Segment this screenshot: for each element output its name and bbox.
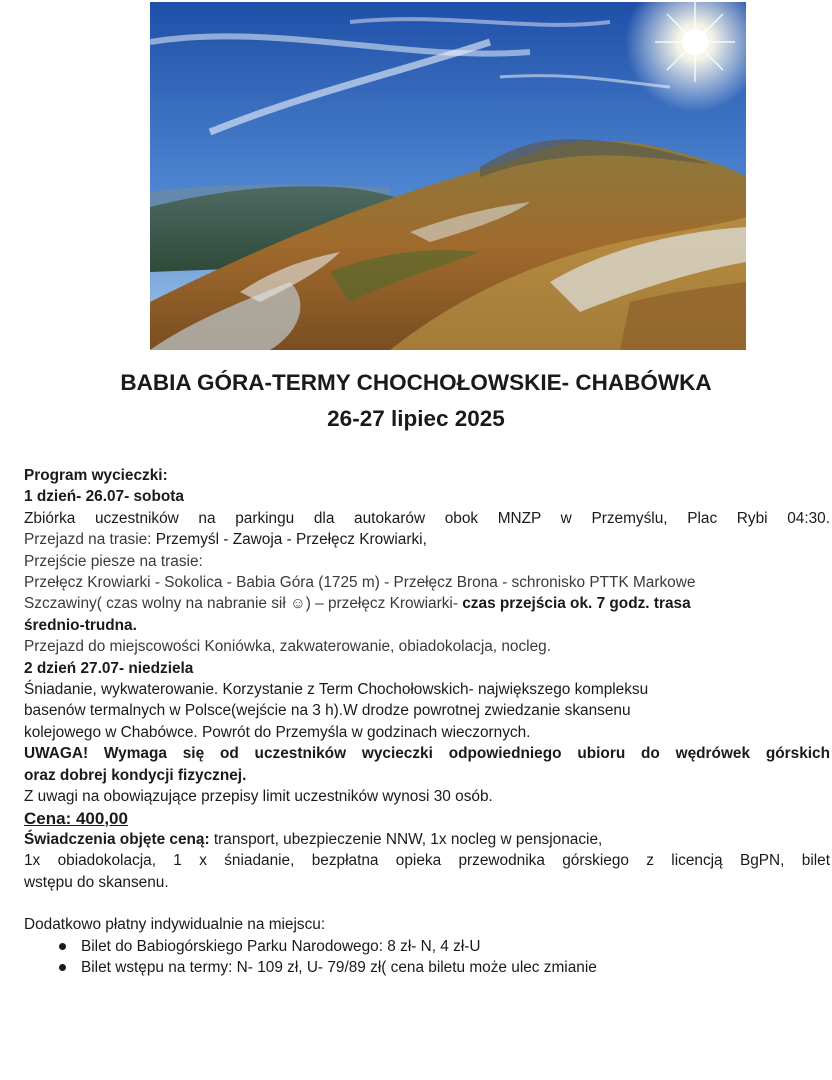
- day1-walk-difficulty: średnio-trudna.: [24, 616, 137, 634]
- list-item: Bilet do Babiogórskiego Parku Narodowego: 8 zł- N, 4 zł-U: [24, 936, 830, 957]
- day1-walk-label: Przejście piesze na trasie:: [24, 552, 203, 570]
- day1-walk-route-2: Szczawiny( czas wolny na nabranie sił ☺) – przełęcz Krowiarki-: [24, 595, 463, 613]
- trip-title: BABIA GÓRA-TERMY CHOCHOŁOWSKIE- CHABÓWKA: [120, 370, 712, 395]
- day1-transit: [24, 529, 830, 550]
- warning-line-2: oraz dobrej kondycji fizycznej.: [24, 766, 247, 784]
- included-label: Świadczenia objęte ceną:: [24, 830, 210, 848]
- extra-heading: Dodatkowo płatny indywidualnie na miejscu:: [24, 916, 326, 934]
- day1-heading: 1 dzień- 26.07- sobota: [24, 488, 184, 506]
- mountain-landscape-photo-icon: [150, 2, 746, 350]
- day2-heading: 2 dzień 27.07- niedziela: [24, 659, 194, 677]
- day1-transit-label: Przejazd na trasie:: [24, 531, 152, 549]
- participant-limit: Z uwagi na obowiązujące przepisy limit uczestników wynosi 30 osób.: [24, 788, 493, 806]
- day2-line-3: kolejowego w Chabówce. Powrót do Przemyśla w godzinach wieczornych.: [24, 723, 531, 741]
- extras-list: [24, 936, 830, 979]
- program-heading: Program wycieczki:: [24, 467, 168, 484]
- included-line-3: wstępu do skansenu.: [24, 873, 169, 891]
- included-text-1: transport, ubezpieczenie NNW, 1x nocleg w pensjonacie,: [209, 830, 603, 848]
- program-section: [24, 465, 830, 978]
- day1-walk-route-1: Przełęcz Krowiarki - Sokolica - Babia Góra (1725 m) - Przełęcz Brona - schronisko PTTK Markowe: [24, 574, 696, 592]
- list-item: Bilet wstępu na termy: N- 109 zł, U- 79/89 zł( cena biletu może ulec zmianie: [24, 957, 830, 978]
- day1-walk-time: czas przejścia ok. 7 godz. trasa: [462, 595, 691, 613]
- day1-evening: Przejazd do miejscowości Koniówka, zakwaterowanie, obiadokolacja, nocleg.: [24, 638, 551, 656]
- included-line-1: [24, 829, 830, 850]
- day1-walk-route-2-line: [24, 593, 830, 614]
- trip-dates: 26-27 lipiec 2025: [327, 406, 505, 431]
- hero-photo: [150, 2, 746, 350]
- included-line-2: 1x obiadokolacja, 1 x śniadanie, bezpłatna opieka przewodnika górskiego z licencją BgPN, bilet: [24, 852, 830, 870]
- day2-line-1: Śniadanie, wykwaterowanie. Korzystanie z Term Chochołowskich- największego kompleksu: [24, 681, 649, 699]
- spacer: [24, 893, 830, 914]
- day2-line-2: basenów termalnych w Polsce(wejście na 3 h).W drodze powrotnej zwiedzanie skansenu: [24, 702, 631, 720]
- day1-meeting: Zbiórka uczestników na parkingu dla autokarów obok MNZP w Przemyślu, Plac Rybi 04:30.: [24, 509, 830, 527]
- warning-line-1: UWAGA! Wymaga się od uczestników wycieczki odpowiedniego ubioru do wędrówek górskich: [24, 745, 830, 763]
- day1-transit-route: Przemyśl - Zawoja - Przełęcz Krowiarki,: [151, 531, 427, 549]
- price: Cena: 400,00: [24, 808, 128, 828]
